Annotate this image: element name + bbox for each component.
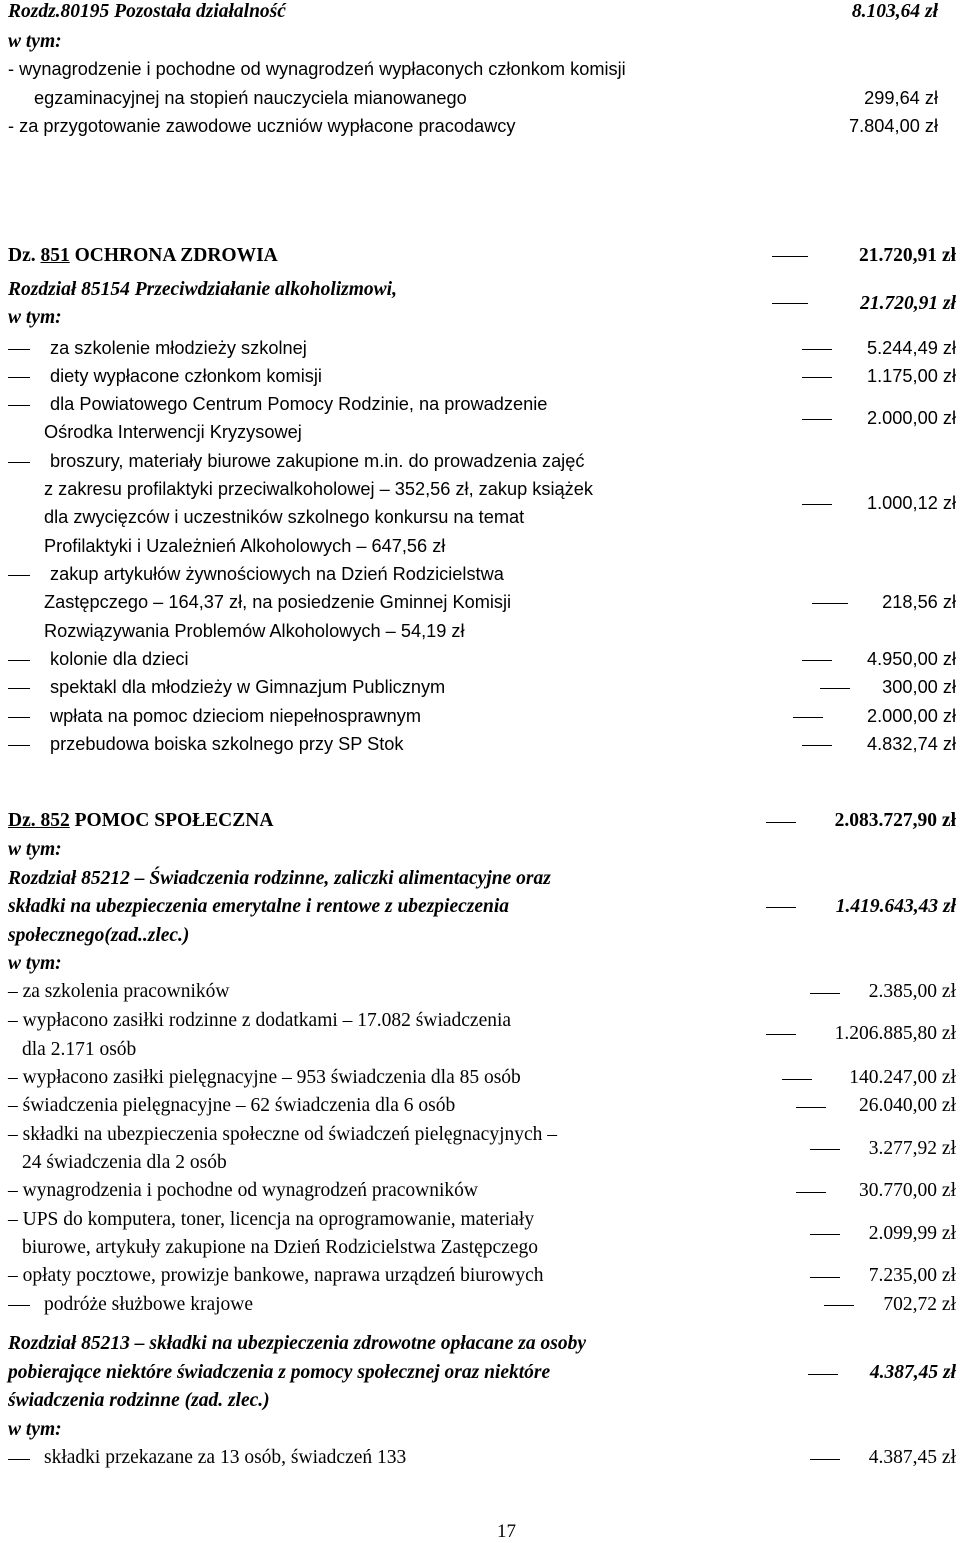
list-item: dla zwycięzców i uczestników szkolnego konkursu na temat	[44, 507, 525, 527]
rozdzial-total: 4.387,45 zł	[869, 1362, 956, 1383]
item-amount: 299,64 zł	[864, 88, 938, 108]
dash-mark	[810, 1149, 840, 1150]
list-item: 24 świadczenia dla 2 osób	[22, 1152, 227, 1173]
rozdzial-heading: składki na ubezpieczenia emerytalne i rentowe z ubezpieczenia	[8, 896, 510, 917]
section-total-80195: 8.103,64 zł	[851, 1, 938, 22]
list-item: broszury, materiały biurowe zakupione m.in. do prowadzenia zajęć	[50, 451, 585, 471]
list-item: – wypłacono zasiłki pielęgnacyjne – 953 świadczenia dla 85 osób	[8, 1067, 521, 1088]
list-item: – UPS do komputera, toner, licencja na oprogramowanie, materiały	[8, 1209, 535, 1230]
dz-number: 851	[40, 245, 70, 266]
dz-prefix: Dz.	[8, 810, 36, 831]
dash-mark	[8, 1459, 30, 1460]
dz-852-heading	[8, 811, 273, 831]
item-amount: 5.244,49 zł	[867, 338, 956, 358]
item-amount: 1.175,00 zł	[867, 366, 956, 386]
dz-title: OCHRONA ZDROWIA	[74, 245, 278, 266]
list-item: wpłata na pomoc dzieciom niepełnosprawnym	[50, 706, 422, 726]
item-line: egzaminacyjnej na stopień nauczyciela mianowanego	[34, 88, 467, 108]
dash-mark	[782, 1079, 812, 1080]
w-tym-label: w tym:	[8, 307, 62, 328]
list-item: Zastępczego – 164,37 zł, na posiedzenie Gminnej Komisji	[44, 592, 512, 612]
dash-mark	[8, 377, 30, 378]
item-amount: 2.000,00 zł	[867, 706, 956, 726]
rozdzial-heading: Rozdział 85213 – składki na ubezpieczenia zdrowotne opłacane za osoby	[8, 1333, 586, 1354]
list-item: – opłaty pocztowe, prowizje bankowe, naprawa urządzeń biurowych	[8, 1265, 544, 1286]
list-item: podróże służbowe krajowe	[44, 1294, 254, 1315]
list-item: zakup artykułów żywnościowych na Dzień Rodzicielstwa	[50, 564, 504, 584]
dz-total: 2.083.727,90 zł	[834, 810, 956, 831]
rozdzial-heading: Rozdział 85154 Przeciwdziałanie alkoholizmowi,	[8, 279, 397, 300]
item-amount: 2.000,00 zł	[867, 408, 956, 428]
dash-mark	[796, 1107, 826, 1108]
list-item: za szkolenie młodzieży szkolnej	[50, 338, 307, 358]
rozdzial-total: 1.419.643,43 zł	[835, 896, 956, 917]
item-amount: 702,72 zł	[883, 1294, 956, 1315]
dash-mark	[796, 1192, 826, 1193]
item-amount: 1.206.885,80 zł	[834, 1023, 956, 1044]
dash-mark	[802, 660, 832, 661]
item-amount: 4.950,00 zł	[867, 649, 956, 669]
list-item: kolonie dla dzieci	[50, 649, 189, 669]
item-amount: 26.040,00 zł	[859, 1095, 956, 1116]
dash-mark	[810, 1459, 840, 1460]
dash-mark	[793, 717, 823, 718]
dash-mark	[802, 349, 832, 350]
item-amount: 30.770,00 zł	[859, 1180, 956, 1201]
item-line: - wynagrodzenie i pochodne od wynagrodzeń wypłaconych członkom komisji	[8, 59, 626, 79]
list-item: dla 2.171 osób	[22, 1039, 137, 1060]
dz-851-heading	[8, 246, 278, 266]
dash-mark	[8, 575, 30, 576]
list-item: – składki na ubezpieczenia społeczne od świadczeń pielęgnacyjnych –	[8, 1124, 558, 1145]
item-amount: 1.000,12 zł	[867, 493, 956, 513]
list-item: Ośrodka Interwencji Kryzysowej	[44, 422, 302, 442]
list-item: dla Powiatowego Centrum Pomocy Rodzinie, na prowadzenie	[50, 394, 548, 414]
dash-mark	[8, 745, 30, 746]
section-heading-80195: Rozdz.80195 Pozostała działalność	[8, 1, 286, 22]
list-item: – wypłacono zasiłki rodzinne z dodatkami – 17.082 świadczenia	[8, 1010, 512, 1031]
item-amount: 4.832,74 zł	[867, 734, 956, 754]
dash-mark	[766, 907, 796, 908]
item-amount: 7.804,00 zł	[849, 116, 938, 136]
item-amount: 2.099,99 zł	[868, 1223, 956, 1244]
dash-mark	[808, 1374, 838, 1375]
item-amount: 2.385,00 zł	[868, 981, 956, 1002]
list-item: diety wypłacone członkom komisji	[50, 366, 322, 386]
dash-mark	[8, 717, 30, 718]
dash-mark	[820, 688, 850, 689]
dash-mark	[802, 504, 832, 505]
dash-mark	[810, 993, 840, 994]
dash-mark	[8, 660, 30, 661]
dash-mark	[824, 1305, 854, 1306]
item-amount: 300,00 zł	[882, 677, 956, 697]
w-tym-label: w tym:	[8, 1419, 62, 1440]
item-amount: 7.235,00 zł	[868, 1265, 956, 1286]
dash-mark	[766, 1034, 796, 1035]
dz-prefix: Dz.	[8, 245, 36, 266]
list-item: – wynagrodzenia i pochodne od wynagrodzeń pracowników	[8, 1180, 479, 1201]
list-item: składki przekazane za 13 osób, świadczeń 133	[44, 1447, 407, 1468]
dash-mark	[802, 419, 832, 420]
item-amount: 3.277,92 zł	[868, 1138, 956, 1159]
item-amount: 218,56 zł	[882, 592, 956, 612]
w-tym-label: w tym:	[8, 31, 62, 52]
item-line: - za przygotowanie zawodowe uczniów wypłacone pracodawcy	[8, 116, 516, 136]
dash-mark	[772, 303, 808, 304]
dz-title: POMOC SPOŁECZNA	[74, 810, 274, 831]
dash-mark	[8, 462, 30, 463]
dash-mark	[8, 1305, 30, 1306]
dash-mark	[8, 688, 30, 689]
item-amount: 140.247,00 zł	[849, 1067, 956, 1088]
dash-mark	[810, 1234, 840, 1235]
dash-mark	[8, 405, 30, 406]
list-item: z zakresu profilaktyki przeciwalkoholowej – 352,56 zł, zakup książek	[44, 479, 593, 499]
list-item: Profilaktyki i Uzależnień Alkoholowych – 647,56 zł	[44, 536, 446, 556]
list-item: Rozwiązywania Problemów Alkoholowych – 54,19 zł	[44, 621, 465, 641]
list-item: przebudowa boiska szkolnego przy SP Stok	[50, 734, 404, 754]
w-tym-label: w tym:	[8, 953, 62, 974]
rozdzial-heading: Rozdział 85212 – Świadczenia rodzinne, zaliczki alimentacyjne oraz	[8, 868, 551, 889]
list-item: – za szkolenia pracowników	[8, 981, 230, 1002]
list-item: biurowe, artykuły zakupione na Dzień Rodzicielstwa Zastępczego	[22, 1237, 539, 1258]
list-item: – świadczenia pielęgnacyjne – 62 świadczenia dla 6 osób	[8, 1095, 456, 1116]
dz-number: 852	[40, 810, 70, 831]
rozdzial-heading: społecznego(zad..zlec.)	[8, 925, 190, 946]
item-amount: 4.387,45 zł	[868, 1447, 956, 1468]
dz-total: 21.720,91 zł	[859, 245, 956, 266]
rozdzial-heading: świadczenia rodzinne (zad. zlec.)	[8, 1390, 270, 1411]
page-number: 17	[497, 1521, 516, 1542]
dash-mark	[8, 349, 30, 350]
rozdzial-total: 21.720,91 zł	[860, 293, 956, 314]
dash-mark	[802, 377, 832, 378]
dash-mark	[772, 256, 808, 257]
dash-mark	[810, 1277, 840, 1278]
list-item: spektakl dla młodzieży w Gimnazjum Publicznym	[50, 677, 446, 697]
w-tym-label: w tym:	[8, 839, 62, 860]
dash-mark	[766, 822, 796, 823]
dash-mark	[812, 603, 848, 604]
dash-mark	[802, 745, 832, 746]
rozdzial-heading: pobierające niektóre świadczenia z pomocy społecznej oraz niektóre	[8, 1362, 551, 1383]
